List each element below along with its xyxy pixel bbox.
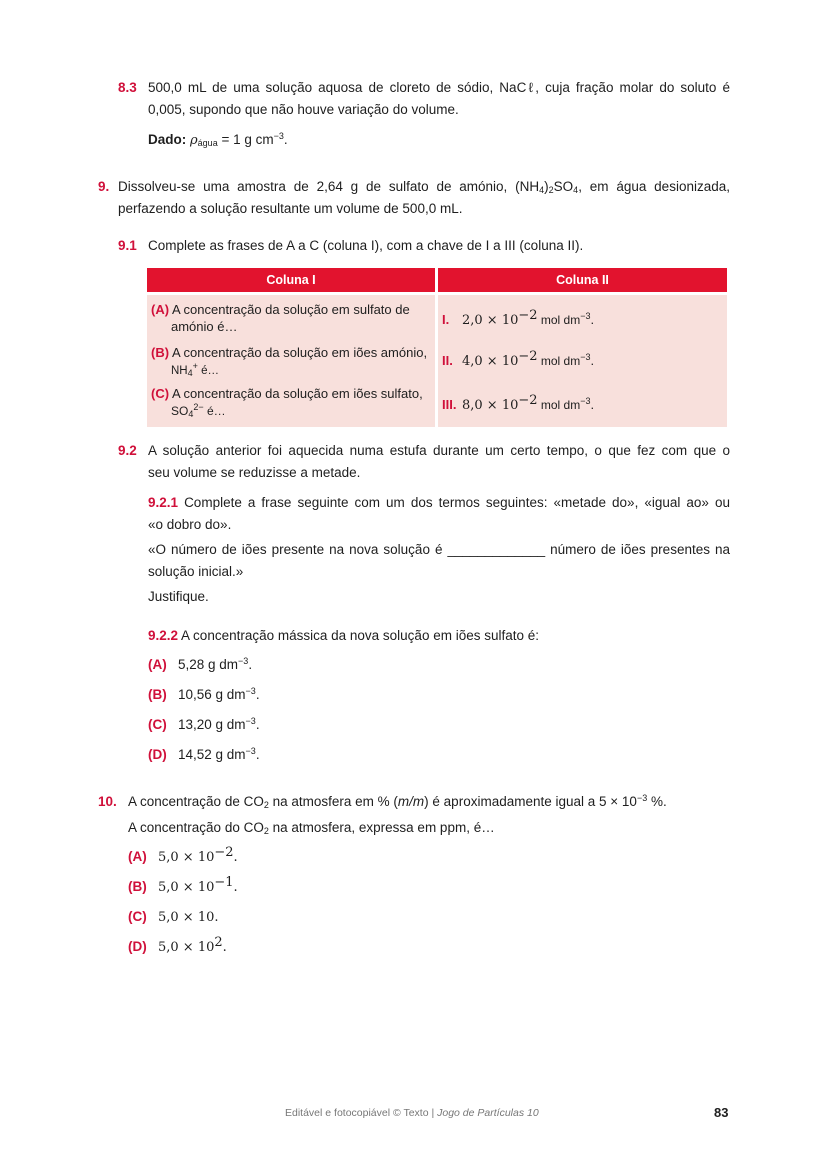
question-text-line: [148, 494, 730, 512]
option-label: (B): [128, 879, 147, 894]
punctuation: .: [233, 850, 238, 865]
question-number: 9.2: [118, 443, 137, 458]
superscript: −3: [245, 716, 256, 726]
subscript: 4: [187, 368, 193, 378]
given-value: = 1 g cm: [217, 132, 274, 147]
punctuation: .: [590, 397, 595, 412]
option-a[interactable]: [128, 845, 238, 867]
question-number: 9.2.1: [148, 495, 179, 510]
punctuation: .: [590, 353, 595, 368]
superscript: −3: [245, 686, 256, 696]
copyright-text: Editável e fotocopiável © Texto |: [285, 1107, 438, 1119]
punctuation: .: [255, 687, 260, 702]
option-value: 5,0 × 10: [158, 940, 215, 955]
page-footer: [285, 1107, 539, 1119]
text: na atmosfera, expressa em ppm, é…: [268, 820, 495, 835]
question-text-line: seu volume se reduzisse a metade.: [148, 465, 361, 480]
punctuation: .: [283, 132, 288, 147]
table-header-col2: Coluna II: [438, 268, 727, 292]
question-text-line: A solução anterior foi aquecida numa estufa durante um certo tempo, o que fez com que o: [148, 443, 730, 458]
matching-table: [147, 268, 727, 428]
text: ) é aproximadamente igual a 5 × 10: [424, 794, 637, 809]
option-label: (B): [148, 687, 167, 702]
row-text: A concentração da solução em iões sulfato,: [171, 386, 423, 401]
option-value: 5,0 × 10: [158, 850, 215, 865]
question-text-line: 500,0 mL de uma solução aquosa de cloreto de sódio, NaCℓ, cuja fração molar do soluto é: [148, 80, 730, 95]
table-row: [151, 301, 410, 335]
punctuation: .: [248, 657, 253, 672]
option-label: (A): [128, 849, 147, 864]
value: 2,0 × 10: [462, 313, 519, 328]
row-label: I.: [442, 312, 450, 327]
table-row: [442, 308, 595, 329]
option-label: (C): [148, 717, 167, 732]
option-value: 5,0 × 10: [158, 880, 215, 895]
text: na atmosfera em % (: [268, 794, 398, 809]
text: é…: [203, 404, 226, 418]
option-b[interactable]: [148, 686, 260, 704]
question-text-line: perfazendo a solução resultante um volume de 500,0 mL.: [118, 201, 463, 216]
subscript: 2: [548, 185, 554, 195]
option-c[interactable]: [128, 908, 219, 927]
option-label: (D): [128, 939, 147, 954]
superscript: 2: [214, 935, 223, 950]
text: ): [544, 179, 549, 194]
text: A concentração de CO: [128, 794, 264, 809]
unit: mol dm: [537, 313, 581, 327]
row-text: A concentração da solução em sulfato de: [171, 302, 410, 317]
rho-symbol: ρ: [190, 133, 198, 148]
book-title: Jogo de Partículas 10: [437, 1107, 539, 1119]
question-number: 9.2.2: [148, 628, 179, 643]
table-row: [442, 349, 595, 370]
option-label: (D): [148, 747, 167, 762]
text: , em água desionizada,: [578, 179, 730, 194]
punctuation: .: [255, 717, 260, 732]
table-row: [151, 385, 423, 420]
option-value: 13,20 g dm: [178, 717, 246, 732]
question-text-line: 0,005, supondo que não houve variação do volume.: [148, 102, 459, 117]
superscript: −3: [273, 131, 284, 141]
option-a[interactable]: [148, 656, 252, 674]
answer-blank[interactable]: _____________: [447, 542, 546, 557]
question-text-line: [148, 627, 539, 645]
row-text: amónio é…: [171, 319, 238, 334]
superscript: −2: [214, 845, 234, 860]
value: 8,0 × 10: [462, 398, 519, 413]
row-text: [151, 404, 226, 418]
table-header-col1: Coluna I: [147, 268, 435, 292]
punctuation: .: [590, 312, 595, 327]
superscript: −3: [238, 656, 249, 666]
page-number: 83: [714, 1105, 729, 1120]
row-label: (C): [151, 386, 170, 401]
text: Complete a frase seguinte com um dos termos seguintes: «metade do», «igual ao» ou: [184, 495, 730, 510]
fill-in-sentence: [148, 541, 730, 559]
given-label: Dado:: [148, 132, 187, 147]
superscript: −2: [518, 393, 538, 408]
table-row: [151, 344, 427, 380]
punctuation: .: [255, 747, 260, 762]
option-value: 5,0 × 10: [158, 910, 215, 925]
option-d[interactable]: [128, 935, 227, 957]
row-label: II.: [442, 353, 453, 368]
question-number: 9.: [98, 179, 110, 194]
text: Dissolveu-se uma amostra de 2,64 g de sulfato de amónio, (NH: [118, 179, 540, 194]
punctuation: .: [222, 940, 227, 955]
superscript: −2: [518, 308, 538, 323]
text: número de iões presentes na: [550, 542, 730, 557]
superscript: −2: [518, 349, 538, 364]
question-number: 10.: [98, 794, 117, 809]
text: NH: [171, 365, 188, 377]
superscript: −3: [580, 396, 591, 406]
unit: mol dm: [537, 354, 581, 368]
text: SO: [171, 404, 189, 418]
row-label: (B): [151, 345, 170, 360]
superscript: +: [192, 361, 198, 371]
question-text-line: [128, 819, 495, 837]
option-d[interactable]: [148, 746, 260, 764]
instruction: Justifique.: [148, 589, 209, 604]
unit: mol dm: [537, 398, 581, 412]
text: A concentração mássica da nova solução em iões sulfato é:: [181, 628, 540, 643]
table-row: [442, 393, 595, 414]
superscript: −3: [580, 352, 591, 362]
given-data: [148, 131, 288, 150]
text: %.: [647, 794, 667, 809]
option-value: 14,52 g dm: [178, 747, 246, 762]
subscript: 2: [263, 826, 269, 836]
row-label: (A): [151, 302, 170, 317]
option-b[interactable]: [128, 875, 238, 897]
punctuation: .: [214, 910, 219, 925]
subscript: 4: [539, 185, 545, 195]
question-number: 8.3: [118, 80, 137, 95]
option-value: 5,28 g dm: [178, 657, 239, 672]
row-text: [151, 361, 219, 378]
superscript: −3: [580, 311, 591, 321]
subscript: 4: [188, 409, 194, 419]
question-number: 9.1: [118, 238, 137, 253]
superscript: −3: [636, 793, 648, 803]
text: A concentração do CO: [128, 820, 264, 835]
subscript: 2: [263, 800, 269, 810]
row-text: A concentração da solução em iões amónio,: [171, 345, 428, 360]
option-label: (C): [128, 909, 147, 924]
row-label: III.: [442, 397, 457, 412]
question-text-line: [118, 178, 730, 196]
subscript: água: [197, 138, 218, 148]
question-text-line: «o dobro do».: [148, 517, 232, 532]
option-label: (A): [148, 657, 167, 672]
text: SO: [553, 179, 574, 194]
subscript: 4: [573, 185, 579, 195]
superscript: 2−: [193, 402, 204, 412]
punctuation: .: [233, 880, 238, 895]
question-text-line: Complete as frases de A a C (coluna I), com a chave de I a III (coluna II).: [148, 238, 584, 253]
text: m/m: [397, 794, 425, 809]
option-c[interactable]: [148, 716, 260, 734]
superscript: −1: [214, 875, 234, 890]
option-value: 10,56 g dm: [178, 687, 246, 702]
superscript: −3: [245, 746, 256, 756]
question-text-line: solução inicial.»: [148, 564, 244, 579]
value: 4,0 × 10: [462, 354, 519, 369]
text: é…: [197, 365, 219, 377]
question-text-line: [128, 793, 667, 811]
text: «O número de iões presente na nova solução é: [148, 542, 443, 557]
